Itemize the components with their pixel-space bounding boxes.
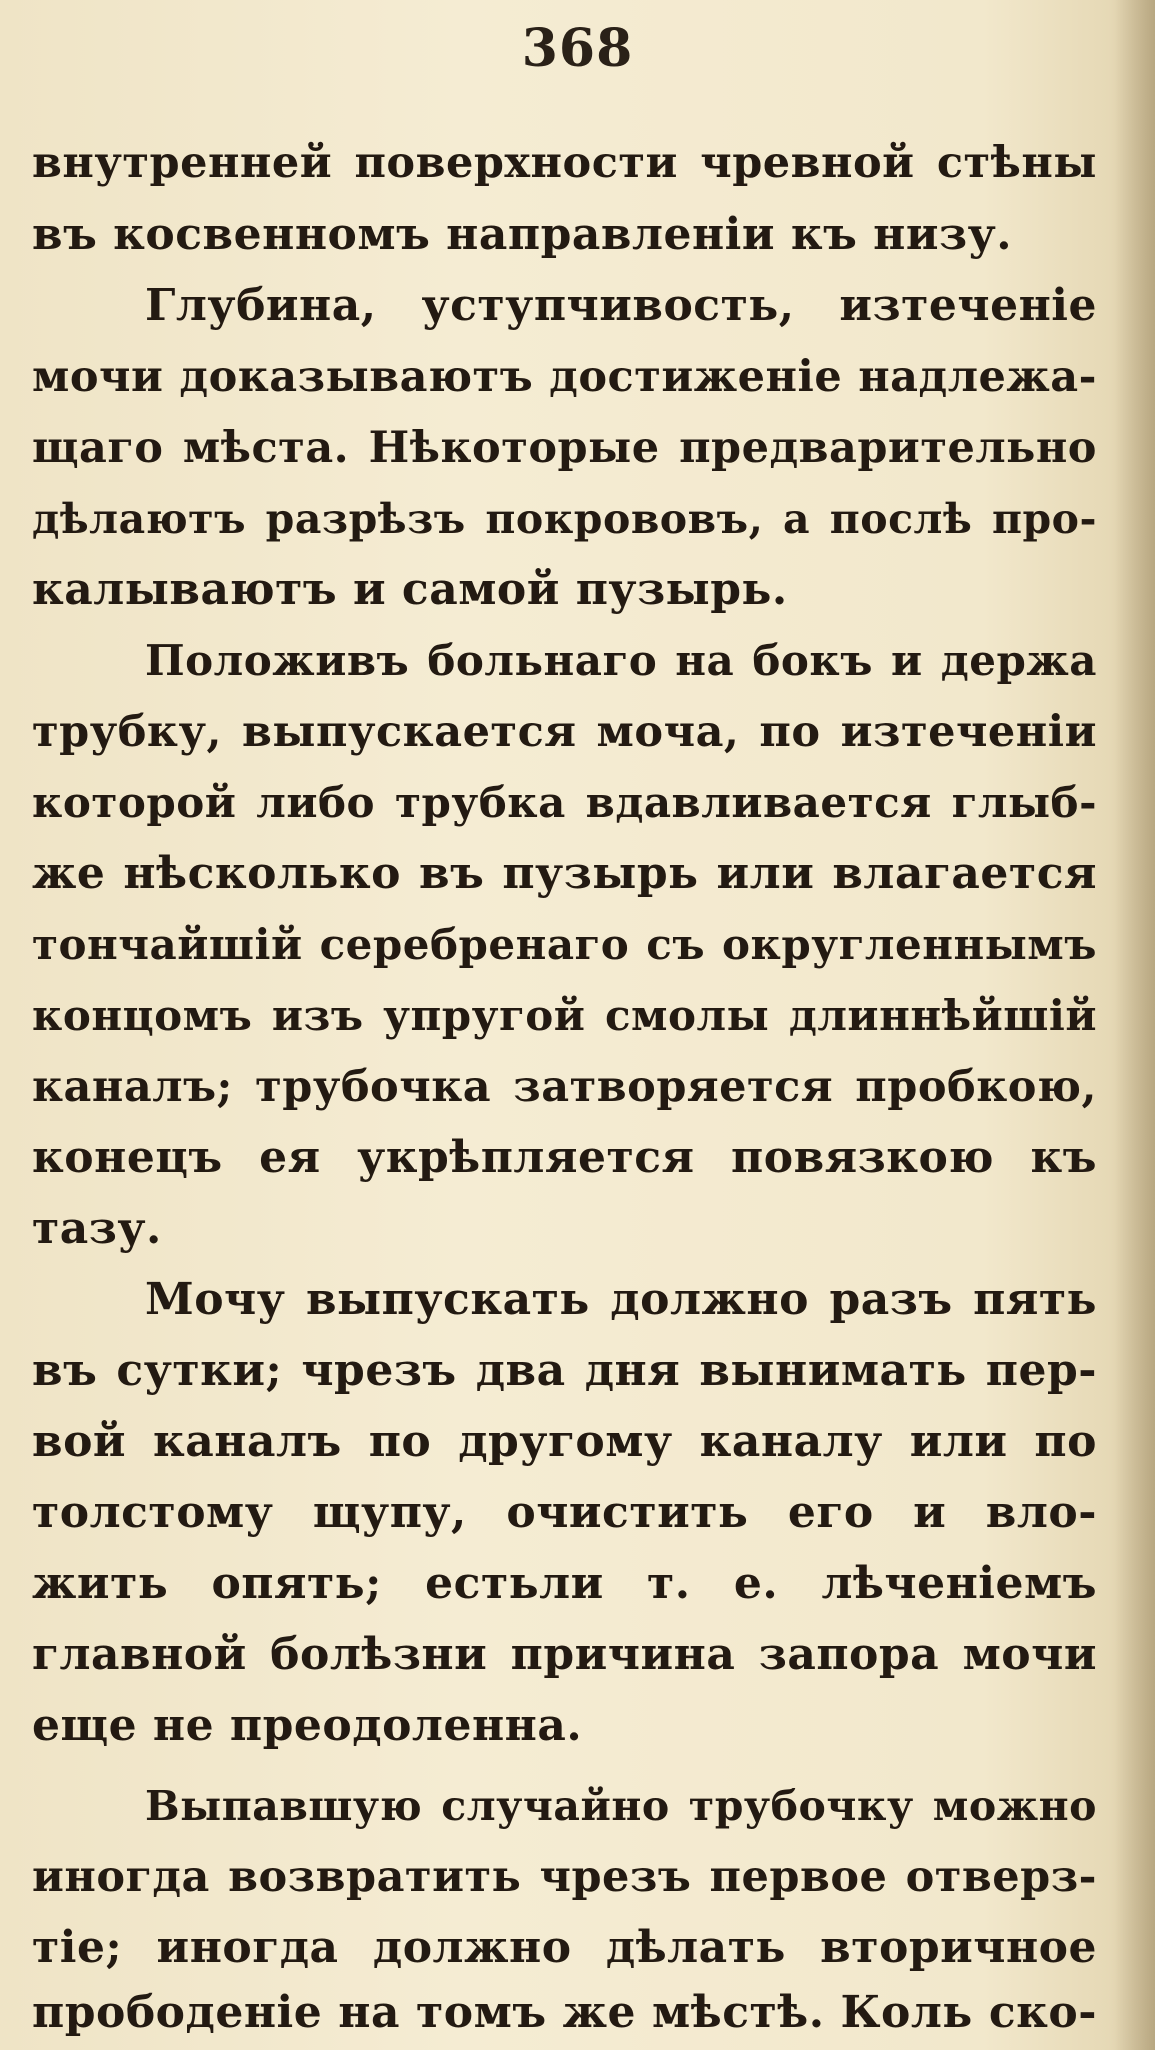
text-line: Положивъ больнаго на бокъ и держа (145, 636, 1097, 685)
text-line: концомъ изъ упругой смолы длиннѣйшій (32, 991, 1097, 1040)
text-line: Выпавшую случайно трубочку можно (145, 1782, 1097, 1830)
page-number: 368 (521, 18, 634, 79)
text-line: тазу. (32, 1203, 162, 1254)
text-line: внутренней поверхности чревной стѣны (32, 138, 1097, 188)
text-line: Мочу выпускать должно разъ пять (145, 1274, 1097, 1325)
text-line: жить опять; естьли т. е. лѣченіемъ (32, 1558, 1097, 1609)
text-line: щаго мѣста. Нѣкоторые предварительно (32, 423, 1097, 473)
text-line: же нѣсколько въ пузырь или влагается (32, 848, 1097, 899)
text-line: трубку, выпускается моча, по изтеченіи (32, 707, 1097, 757)
text-line: которой либо трубка вдавливается глыб- (32, 778, 1097, 827)
text-line: вой каналъ по другому каналу или по (32, 1416, 1097, 1467)
text-line: главной болѣзни причина запора мочи (32, 1629, 1097, 1680)
page-edge-shadow (1115, 0, 1155, 2050)
text-line: калываютъ и самой пузырь. (32, 564, 788, 615)
text-line: дѣлаютъ разрѣзъ покрововъ, а послѣ про- (32, 495, 1097, 543)
text-line: толстому щупу, очистить его и вло- (32, 1487, 1097, 1538)
text-line: Глубина, уступчивость, изтеченіе (145, 280, 1097, 331)
text-line: иногда возвратить чрезъ первое отверз- (32, 1852, 1097, 1902)
text-line: каналъ; трубочка затворяется пробкою, (32, 1062, 1097, 1112)
text-line: прободеніе на томъ же мѣстѣ. Коль ско- (32, 1987, 1097, 2038)
text-line: тончайшій серебренаго съ округленнымъ (32, 920, 1097, 969)
text-line: тіе; иногда должно дѣлать вторичное (32, 1922, 1097, 1973)
text-line: въ сутки; чрезъ два дня вынимать пер- (32, 1345, 1097, 1396)
text-line: еще не преодоленна. (32, 1700, 583, 1751)
text-line: мочи доказываютъ достиженіе надлежа- (32, 352, 1097, 402)
text-line: въ косвенномъ направленіи къ низу. (32, 209, 1013, 260)
text-line: конецъ ея укрѣпляется повязкою къ (32, 1132, 1097, 1183)
